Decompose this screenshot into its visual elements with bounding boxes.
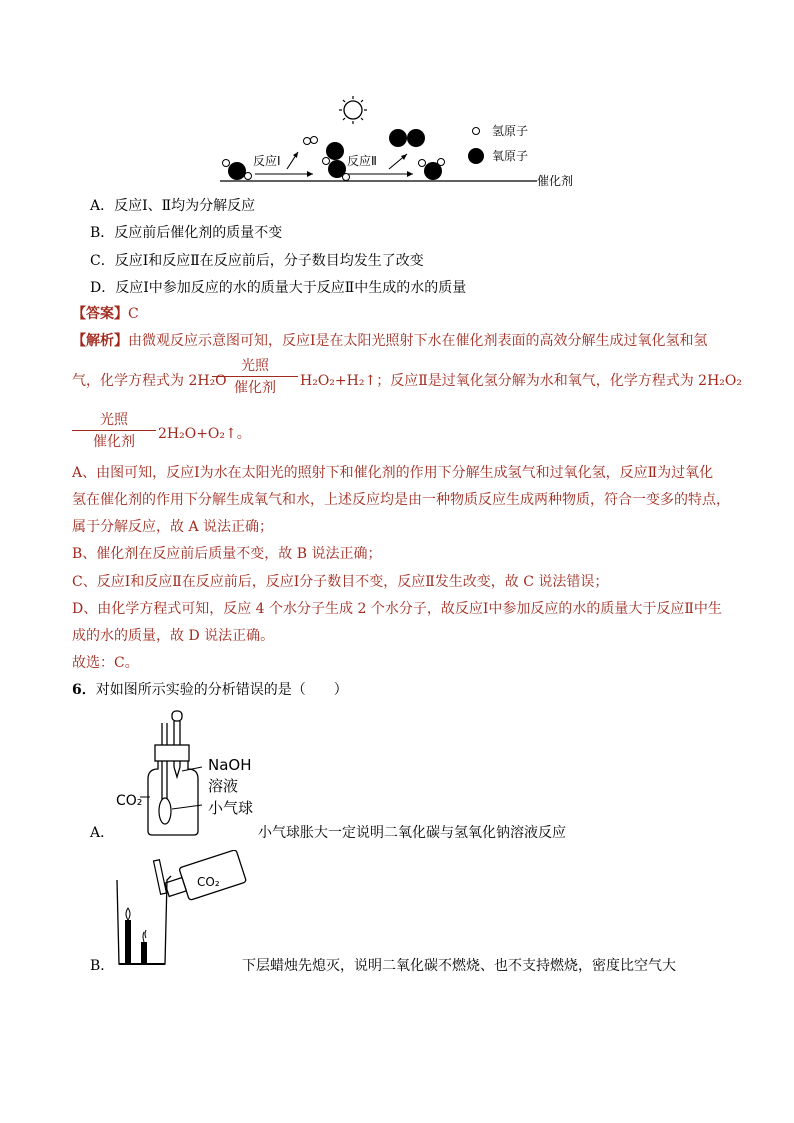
co2-label-a: CO₂ [116,793,143,809]
solution-label: 溶液 [208,777,239,795]
oxygen-molecule [389,129,425,147]
analysis-line2-post: H₂O₂+H₂↑；反应Ⅱ是过氧化氢分解为水和氧气，化学方程式为 2H₂O₂ [300,373,742,389]
analysis-text1: 由微观反应示意图可知，反应Ⅰ是在太阳光照射下水在催化剂表面的高效分解生成过氧化氢和氢 [128,333,708,349]
reaction1-label: 反应Ⅰ [253,154,281,168]
question6-option-a-label: A． [90,825,115,841]
question6-stem [72,680,348,700]
candles-icon [125,908,147,964]
oxygen-atom-legend-icon [468,148,484,164]
figure-a-apparatus [110,705,270,840]
analysis-line1 [72,331,708,351]
sun-icon [339,96,367,124]
dropper-icon [172,711,182,777]
analysis-pd-line2: 成的水的质量，故 D 说法正确。 [72,628,275,644]
option-c: C．反应Ⅰ和反应Ⅱ在反应前后，分子数目均发生了改变 [90,253,424,269]
answer-label: 【答案】 [72,306,128,322]
analysis-line2-pre: 气，化学方程式为 2H₂O [72,373,227,389]
legend-hydrogen-label: 氢原子 [492,124,529,138]
analysis-pa-line2: 氢在催化剂的作用下分解生成氧气和水，上述反应均是由一种物质反应生成两种物质，符合一变多的特点， [72,492,730,508]
legend-oxygen-label: 氧原子 [492,149,529,163]
rubber-stopper [155,745,189,761]
question6-option-a-text: 小气球胀大一定说明二氧化碳与氢氧化钠溶液反应 [258,825,566,841]
hydrogen-molecule [304,137,318,145]
equation2-condition-bottom: 催化剂 [93,434,135,450]
small-balloon [159,798,171,824]
question6-option-b-label: B． [90,958,115,974]
option-b: B．反应前后催化剂的质量不变 [90,225,283,241]
peroxide-molecule [323,142,350,181]
analysis-conclusion: 故选：C。 [72,655,139,671]
equation1-condition-bottom: 催化剂 [234,380,276,396]
reaction-diagram [215,95,585,190]
hydrogen-atom-legend-icon [473,128,480,135]
water-molecules-start [223,160,252,181]
analysis-pb: B、催化剂在反应前后质量不变，故 B 说法正确； [72,546,382,562]
option-a: A．反应Ⅰ、Ⅱ均为分解反应 [90,198,256,214]
answer-line [72,304,139,324]
catalyst-label: 催化剂 [537,174,574,188]
equation2-bar [72,430,156,431]
bottle [148,761,198,835]
question6-text: 对如图所示实验的分析错误的是（ ） [95,682,348,698]
answer-value: C [128,306,139,322]
equation2-condition-top: 光照 [100,412,128,428]
figure-b-apparatus [105,850,255,972]
analysis-pa-line3: 属于分解反应，故 A 说法正确； [72,519,274,535]
analysis-pd-line1: D、由化学方程式可知，反应 4 个水分子生成 2 个水分子，故反应Ⅰ中参加反应的水的质量大于反应Ⅱ中生 [72,601,722,617]
glass-tube [162,723,167,803]
glass-plate [154,860,167,895]
analysis-pc: C、反应Ⅰ和反应Ⅱ在反应前后，反应Ⅰ分子数目不变，反应Ⅱ发生改变，故 C 说法错误； [72,574,609,590]
reaction2-label: 反应Ⅱ [347,154,377,168]
equation1-bar [212,376,298,377]
equation2-condition [72,411,156,451]
option-d: D．反应Ⅰ中参加反应的水的质量大于反应Ⅱ中生成的水的质量 [90,280,467,296]
question6-option-b-text: 下层蜡烛先熄灭，说明二氧化碳不燃烧、也不支持燃烧，密度比空气大 [242,958,676,974]
naoh-label: NaOH [208,756,252,774]
co2-label-b: CO₂ [197,875,220,889]
balloon-label: 小气球 [208,799,254,817]
equation1-condition [212,357,298,397]
analysis-label: 【解析】 [72,333,128,349]
analysis-line3-post: 2H₂O+O₂↑。 [158,426,251,442]
question6-number: 6． [72,682,96,698]
equation1-condition-top: 光照 [241,358,269,374]
water-molecule-product [419,159,445,181]
analysis-pa-line1: A、由图可知，反应Ⅰ为水在太阳光的照射下和催化剂的作用下分解生成氢气和过氧化氢，反应Ⅱ为过氧化 [72,465,714,481]
